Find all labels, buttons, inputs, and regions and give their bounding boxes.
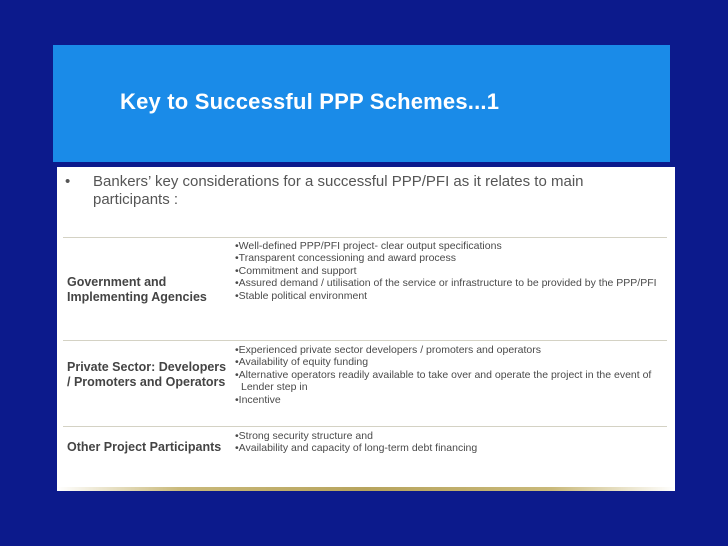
row-items-other-participants [235,430,665,455]
list-item: •Well-defined PPP/PFI project- clear output specifications [235,240,502,252]
row-items-government [235,240,665,302]
table-divider [63,237,667,238]
decorative-gold-bar [57,487,675,491]
list-item: •Experienced private sector developers / promoters and operators [235,344,542,356]
list-item: •Commitment and support [235,264,357,277]
table-divider [63,340,667,341]
list-item: •Alternative operators readily available to take over and operate the project in the event of Lender step in [235,368,652,394]
list-item: •Strong security structure and [235,430,373,442]
list-item: •Incentive [235,393,281,406]
row-label-private-sector: Private Sector: Developers / Promoters and Operators [67,360,227,389]
title-band [53,45,670,162]
list-item: •Transparent concessioning and award process [235,252,456,265]
row-items-private-sector [235,344,665,406]
table-divider [63,426,667,427]
content-panel [57,167,675,491]
list-item: •Stable political environment [235,289,368,302]
list-item: •Availability of equity funding [235,356,369,369]
row-label-government: Government and Implementing Agencies [67,275,207,304]
row-label-other-participants: Other Project Participants [67,440,222,454]
list-item: •Availability and capacity of long-term debt financing [235,442,478,455]
list-item: •Assured demand / utilisation of the service or infrastructure to be provided by the PPP/PFI [235,277,657,290]
intro-text: Bankers’ key considerations for a successful PPP/PFI as it relates to main participants : [93,173,584,208]
bullet-icon: • [65,173,71,190]
slide-title: Key to Successful PPP Schemes...1 [120,89,500,114]
